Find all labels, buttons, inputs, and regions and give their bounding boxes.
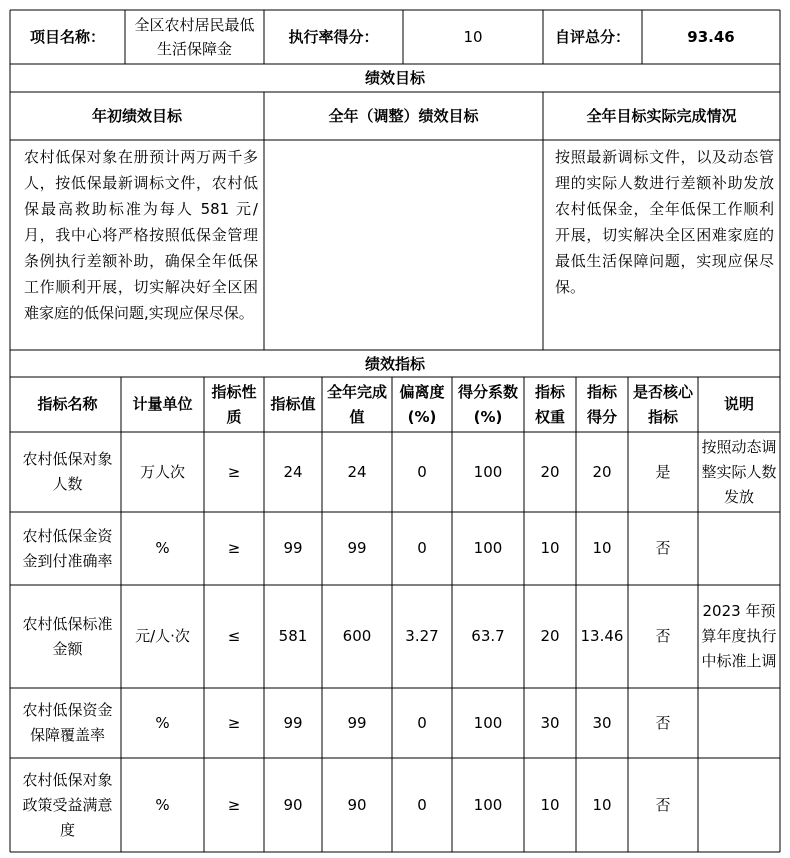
row-2-actual: 99: [347, 539, 367, 557]
actual-completion-header: 全年目标实际完成情况: [586, 107, 737, 125]
row-5-name: 农村低保对象政策受益满意度: [22, 770, 113, 839]
row-5-nature: ≥: [227, 795, 241, 814]
header-score: 指标得分: [586, 382, 617, 426]
row-1-nature: ≥: [227, 462, 241, 481]
row-2-name: 农村低保金资金到付准确率: [22, 526, 113, 570]
header-unit: 计量单位: [132, 395, 193, 413]
row-3-name: 农村低保标准金额: [22, 614, 113, 658]
header-note: 说明: [723, 395, 754, 413]
row-4-nature: ≥: [227, 713, 241, 732]
row-2-deviation: 0: [417, 539, 427, 557]
row-3-weight: 20: [540, 627, 560, 645]
row-4-coefficient: 100: [473, 713, 503, 732]
row-3-note: 2023 年预算年度执行中标准上调: [701, 602, 777, 670]
row-5-coefficient: 100: [473, 795, 503, 814]
row-2-nature: ≥: [227, 539, 241, 557]
row-3-coefficient: 63.7: [471, 627, 505, 645]
header-name: 指标名称: [37, 395, 98, 413]
row-3-nature: ≤: [227, 627, 241, 645]
initial-goal-text: 农村低保对象在册预计两万两千多人，按低保最新调标文件，农村低保最高救助标准为每人 581 元/月，我中心将严格按照低保金管理条例执行差额补助，确保全年低保工作顺利开展，切实解决好全区困难家庭的低保问题,实现应保尽保。: [24, 148, 258, 322]
row-2-score: 10: [592, 539, 612, 557]
row-3-deviation: 3.27: [405, 627, 439, 645]
row-4-target: 99: [283, 713, 303, 732]
row-3-score: 13.46: [580, 627, 624, 645]
header-core: 是否核心指标: [632, 382, 693, 426]
project-name-value: 全区农村居民最低生活保障金: [134, 16, 255, 58]
header-weight: 指标权重: [534, 382, 565, 426]
header-target: 指标值: [270, 395, 316, 413]
actual-completion-text: 按照最新调标文件，以及动态管理的实际人数进行差额补助发放农村低保金，全年低保工作顺利开展，切实解决全区困难家庭的最低生活保障问题，实现应保尽保。: [555, 148, 774, 296]
row-1-score: 20: [592, 462, 612, 481]
row-1-coefficient: 100: [473, 462, 503, 481]
adjusted-goal-header: 全年（调整）绩效目标: [328, 107, 479, 125]
header-deviation: 偏离度(%): [399, 382, 445, 426]
row-5-score: 10: [592, 795, 612, 814]
row-4-actual: 99: [347, 713, 367, 732]
execution-score-label: 执行率得分：: [288, 28, 379, 46]
row-5-note: [698, 758, 780, 852]
row-5-weight: 10: [540, 795, 560, 814]
initial-goal-header: 年初绩效目标: [91, 107, 182, 125]
row-1-deviation: 0: [417, 462, 427, 481]
row-4-deviation: 0: [417, 713, 427, 732]
row-5-core: 否: [655, 795, 671, 814]
row-4-unit: %: [155, 713, 170, 732]
row-1-target: 24: [283, 462, 303, 481]
row-4-weight: 30: [540, 713, 560, 732]
row-4-note: [698, 688, 780, 758]
row-2-weight: 10: [540, 539, 560, 557]
row-5-unit: %: [155, 795, 170, 814]
row-1-unit: 万人次: [139, 462, 185, 481]
total-score-value: 93.46: [687, 28, 735, 46]
row-3-core: 否: [655, 627, 671, 645]
row-4-core: 否: [655, 713, 671, 732]
row-3-target: 581: [278, 627, 308, 645]
header-actual: 全年完成值: [326, 382, 387, 426]
row-1-name: 农村低保对象人数: [22, 450, 113, 493]
row-1-note: 按照动态调整实际人数发放: [701, 437, 777, 506]
indicators-section-title: 绩效指标: [364, 354, 425, 373]
execution-score-value: 10: [463, 28, 483, 46]
project-name-label: 项目名称：: [29, 28, 105, 46]
row-5-actual: 90: [347, 795, 367, 814]
row-5-target: 90: [283, 795, 303, 814]
row-1-core: 是: [655, 462, 671, 481]
row-2-core: 否: [655, 539, 671, 557]
row-2-note: [698, 512, 780, 585]
goals-section-title: 绩效目标: [364, 69, 425, 87]
row-2-unit: %: [155, 539, 170, 557]
adjusted-goal-text: [264, 144, 543, 344]
row-4-name: 农村低保资金保障覆盖率: [22, 701, 113, 744]
row-2-target: 99: [283, 539, 303, 557]
total-score-label: 自评总分：: [554, 28, 630, 46]
header-coefficient: 得分系数(%): [457, 382, 518, 426]
row-4-score: 30: [592, 713, 612, 732]
row-2-coefficient: 100: [473, 539, 503, 557]
row-3-actual: 600: [342, 627, 372, 645]
row-1-actual: 24: [347, 462, 367, 481]
header-nature: 指标性质: [211, 382, 257, 426]
row-1-weight: 20: [540, 462, 560, 481]
row-5-deviation: 0: [417, 795, 427, 814]
row-3-unit: 元/人·次: [135, 627, 190, 645]
